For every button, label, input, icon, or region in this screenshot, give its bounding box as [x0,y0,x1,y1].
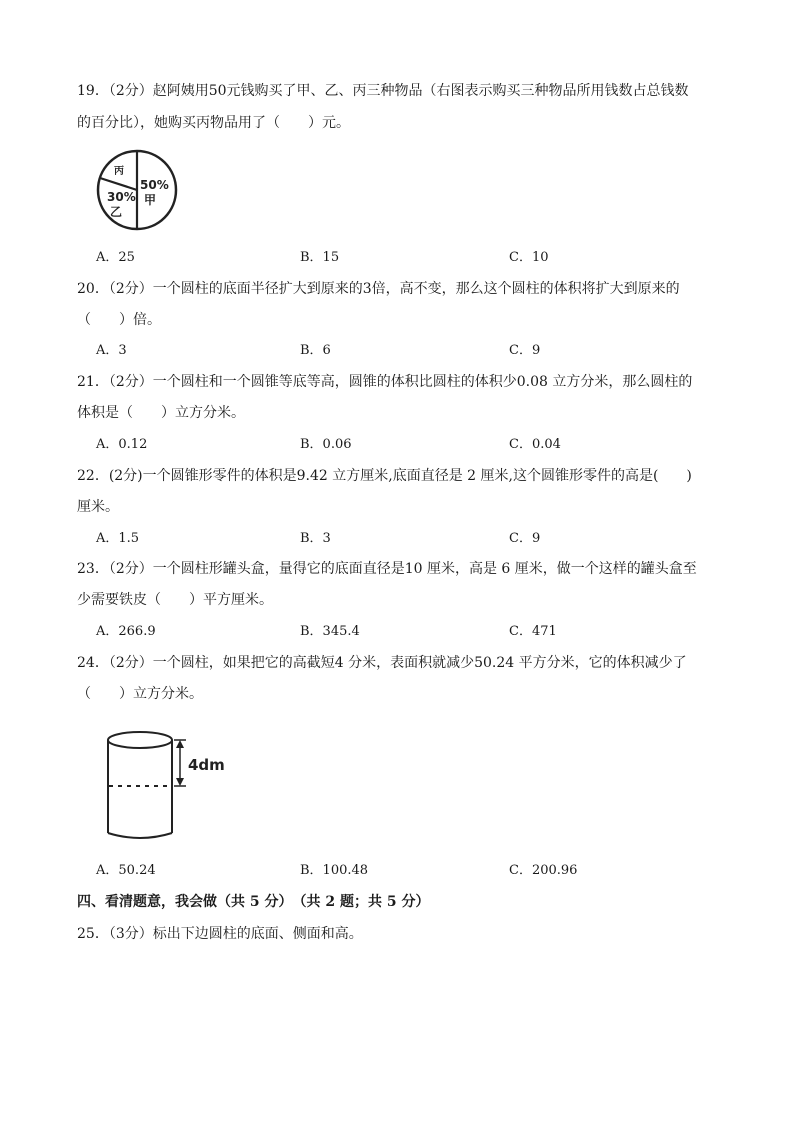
q20-line-2: （ ）倍。 [77,312,161,328]
pie-label-yi-percent: 30% [107,190,136,204]
q21-option-b[interactable]: B．0.06 [300,437,352,452]
q21-option-a[interactable]: A．0.12 [96,437,148,452]
q23-option-a[interactable]: A．266.9 [96,624,156,639]
q22-line-1: 22．(2分)一个圆锥形零件的体积是9.42 立方厘米,底面直径是 2 厘米,这个圆锥形零件的高是( ) [77,468,692,484]
q24-line-1: 24．（2分）一个圆柱，如果把它的高截短4 分米，表面积就减少50.24 平方分米，它的体积减少了 [77,655,687,671]
q24-option-a[interactable]: A．50.24 [96,863,156,878]
pie-label-jia-percent: 50% [140,178,169,192]
q24-line-2: （ ）立方分米。 [77,686,203,702]
q23-line-1: 23．（2分）一个圆柱形罐头盒，量得它的底面直径是10 厘米，高是 6 厘米，做一个这样的罐头盒至 [77,561,697,577]
q22-option-b[interactable]: B．3 [300,531,331,546]
section-4-heading: 四、看清题意，我会做（共 5 分） （共 2 题；共 5 分） [77,894,430,910]
q21-line-1: 21．（2分）一个圆柱和一个圆锥等底等高，圆锥的体积比圆柱的体积少0.08 立方分米，那么圆柱的 [77,374,693,390]
pie-chart [94,148,182,236]
pie-label-jia: 甲 [144,193,157,207]
q19-option-b[interactable]: B．15 [300,250,340,265]
q24-option-b[interactable]: B．100.48 [300,863,369,878]
q23-option-b[interactable]: B．345.4 [300,624,360,639]
q20-line-1: 20．（2分）一个圆柱的底面半径扩大到原来的3倍，高不变，那么这个圆柱的体积将扩大到原来的 [77,281,680,297]
q19-line-1: 19．（2分）赵阿姨用50元钱购买了甲、乙、丙三种物品（右图表示购买三种物品所用钱数占总钱数 [77,83,689,99]
pie-label-yi: 乙 [110,205,123,219]
height-label: 4dm [188,756,225,774]
q20-option-c[interactable]: C．9 [509,343,541,358]
q24-option-c[interactable]: C．200.96 [509,863,578,878]
q22-line-2: 厘米。 [77,499,119,515]
pie-label-bing: 丙 [114,166,124,177]
q21-line-2: 体积是（ ）立方分米。 [77,405,245,421]
q22-option-c[interactable]: C．9 [509,531,541,546]
q23-option-c[interactable]: C．471 [509,624,557,639]
q19-option-c[interactable]: C．10 [509,250,549,265]
q20-option-a[interactable]: A．3 [96,343,127,358]
q19-option-a[interactable]: A．25 [96,250,135,265]
q19-line-2: 的百分比），她购买丙物品用了（ ）元。 [77,115,350,131]
q23-line-2: 少需要铁皮（ ）平方厘米。 [77,592,273,608]
q22-option-a[interactable]: A．1.5 [96,531,140,546]
q25-line-1: 25．（3分）标出下边圆柱的底面、侧面和高。 [77,926,363,942]
q21-option-c[interactable]: C．0.04 [509,437,561,452]
cylinder-diagram [100,720,240,846]
q20-option-b[interactable]: B．6 [300,343,331,358]
